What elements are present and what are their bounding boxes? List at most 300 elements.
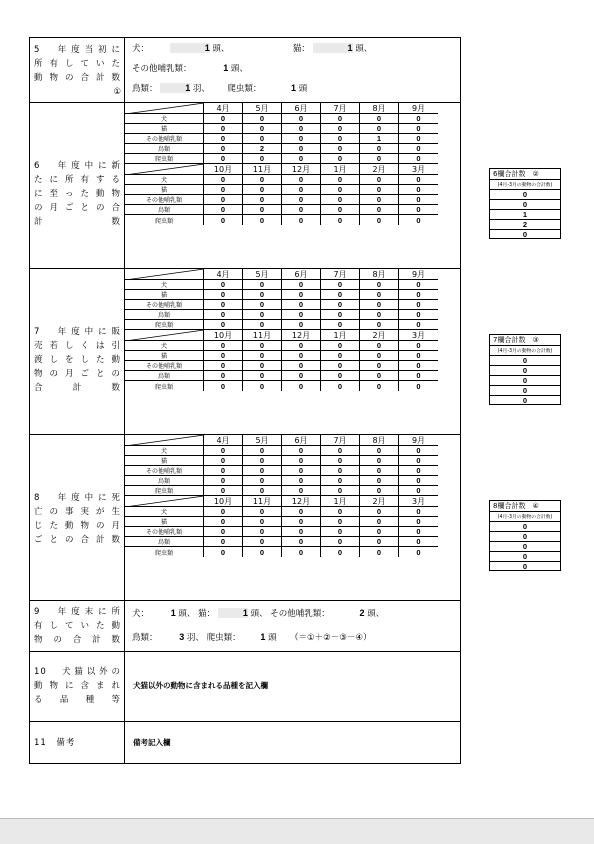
month-count-cell[interactable]: 0 — [204, 527, 243, 536]
table-row — [125, 341, 438, 351]
month-count-cell[interactable]: 0 — [416, 517, 421, 526]
month-count-cell[interactable]: 0 — [360, 361, 399, 370]
month-count-cell[interactable]: 0 — [282, 486, 321, 495]
month-header: 5月 — [243, 103, 282, 113]
month-count-cell[interactable]: 0 — [416, 456, 421, 465]
month-count-cell[interactable]: 0 — [243, 154, 282, 163]
section-7 — [30, 269, 553, 435]
month-count-cell[interactable]: 0 — [321, 507, 360, 516]
month-count-cell[interactable]: 0 — [243, 381, 282, 391]
total-value-cell[interactable]: 2 — [489, 219, 561, 229]
month-count-cell[interactable]: 0 — [416, 486, 421, 495]
total-value-cell[interactable]: 0 — [489, 385, 561, 395]
month-count-cell[interactable]: 0 — [416, 195, 421, 204]
month-count-cell[interactable]: 0 — [321, 537, 360, 546]
month-count-cell[interactable]: 0 — [360, 154, 399, 163]
total-value-cell[interactable]: 0 — [489, 375, 561, 385]
month-count-cell[interactable]: 0 — [282, 195, 321, 204]
month-count-cell[interactable]: 0 — [416, 310, 421, 319]
month-count-cell[interactable]: 0 — [360, 537, 399, 546]
month-count-cell[interactable]: 0 — [243, 476, 282, 485]
month-count-cell[interactable]: 0 — [321, 144, 360, 153]
month-count-cell[interactable]: 0 — [321, 517, 360, 526]
month-count-cell[interactable]: 0 — [282, 381, 321, 391]
month-count-cell[interactable]: 0 — [416, 215, 421, 225]
month-count-cell[interactable]: 0 — [360, 456, 399, 465]
month-count-cell[interactable]: 0 — [282, 205, 321, 214]
month-header-row — [125, 164, 438, 175]
month-count-cell[interactable]: 0 — [243, 517, 282, 526]
month-count-cell[interactable]: 0 — [416, 290, 421, 299]
month-count-cell[interactable]: 0 — [416, 154, 421, 163]
cat-label: 猫： — [292, 44, 310, 54]
month-count-cell[interactable]: 0 — [204, 205, 243, 214]
month-count-cell[interactable]: 0 — [204, 486, 243, 495]
total-value-cell[interactable]: 0 — [489, 551, 561, 561]
month-count-cell[interactable]: 0 — [321, 310, 360, 319]
month-count-cell[interactable]: 0 — [321, 154, 360, 163]
month-count-cell[interactable]: 0 — [416, 205, 421, 214]
viewer-footer-bar — [0, 818, 594, 844]
animal-label: 鳥類 — [125, 537, 204, 546]
label-line: 動物に含まれ — [34, 681, 121, 691]
month-count-cell[interactable]: 0 — [282, 547, 321, 557]
table-row — [125, 486, 438, 496]
total-value-cell[interactable]: 0 — [489, 541, 561, 551]
label-line: 亡の事実が生 — [34, 507, 121, 517]
label-line: 物の月ごとの — [34, 369, 121, 379]
month-header: 7月 — [321, 435, 360, 445]
month-count-cell[interactable]: 0 — [360, 507, 399, 516]
animal-label: 犬 — [125, 114, 204, 123]
month-count-cell[interactable]: 0 — [243, 537, 282, 546]
month-count-cell[interactable]: 0 — [204, 144, 243, 153]
month-count-cell[interactable]: 0 — [204, 446, 243, 455]
month-count-cell[interactable]: 0 — [204, 290, 243, 299]
s9-line-2 — [132, 631, 371, 643]
month-count-cell[interactable]: 0 — [282, 466, 321, 475]
month-count-cell[interactable]: 0 — [243, 320, 282, 329]
mammal-value: 2 — [359, 608, 365, 618]
month-count-cell[interactable]: 0 — [282, 351, 321, 360]
month-count-cell[interactable]: 0 — [321, 175, 360, 184]
cat-unit: 頭、 — [355, 44, 373, 54]
mammal-value: 1 — [223, 63, 229, 73]
month-header: 11月 — [243, 496, 282, 506]
month-count-cell[interactable]: 0 — [360, 341, 399, 350]
month-count-cell[interactable]: 0 — [321, 381, 360, 391]
month-count-cell[interactable]: 0 — [360, 466, 399, 475]
month-count-cell[interactable]: 0 — [243, 507, 282, 516]
month-header: 6月 — [282, 435, 321, 445]
month-count-cell[interactable]: 0 — [416, 547, 421, 557]
table-row — [125, 456, 438, 466]
animal-label: 鳥類 — [125, 205, 204, 214]
month-count-cell[interactable]: 0 — [321, 351, 360, 360]
s5-line-2 — [132, 62, 248, 74]
animal-label: その他哺乳類 — [125, 361, 204, 370]
month-count-cell[interactable]: 0 — [321, 290, 360, 299]
month-count-cell[interactable]: 0 — [360, 527, 399, 536]
total-box — [489, 334, 561, 405]
month-count-cell[interactable]: 0 — [360, 446, 399, 455]
month-count-cell[interactable]: 0 — [321, 341, 360, 350]
month-count-cell[interactable]: 0 — [282, 300, 321, 309]
section-6 — [30, 103, 553, 269]
month-count-cell[interactable]: 0 — [282, 476, 321, 485]
total-value-cell[interactable]: 0 — [489, 561, 561, 571]
month-count-cell[interactable]: 0 — [416, 134, 421, 143]
month-count-cell[interactable]: 0 — [321, 114, 360, 123]
month-count-cell[interactable]: 0 — [416, 144, 421, 153]
month-count-cell[interactable]: 0 — [416, 466, 421, 475]
month-count-cell[interactable]: 0 — [321, 205, 360, 214]
cat-value: 1 — [218, 608, 248, 618]
month-count-cell[interactable]: 0 — [416, 280, 421, 289]
month-count-cell[interactable]: 0 — [282, 114, 321, 123]
month-count-cell[interactable]: 0 — [416, 114, 421, 123]
month-count-cell[interactable]: 0 — [282, 341, 321, 350]
animal-label: その他哺乳類 — [125, 134, 204, 143]
month-count-cell[interactable]: 0 — [416, 446, 421, 455]
breed-note[interactable]: 犬猫以外の動物に含まれる品種を記入欄 — [133, 681, 268, 690]
month-count-cell[interactable]: 0 — [282, 527, 321, 536]
month-count-cell[interactable]: 0 — [243, 351, 282, 360]
diagonal-corner-cell — [125, 330, 204, 340]
month-count-cell[interactable]: 0 — [204, 507, 243, 516]
month-count-cell[interactable]: 0 — [360, 547, 399, 557]
total-sublabel: (4月-3月の動物の合計数) — [489, 179, 561, 189]
total-value-cell[interactable]: 0 — [489, 521, 561, 531]
month-count-cell[interactable]: 0 — [204, 195, 243, 204]
month-count-cell[interactable]: 0 — [360, 144, 399, 153]
month-header: 10月 — [204, 164, 243, 174]
month-count-cell[interactable]: 0 — [416, 361, 421, 370]
month-count-cell[interactable]: 0 — [321, 361, 360, 370]
total-value-cell[interactable]: 0 — [489, 395, 561, 405]
section-9-label — [34, 605, 121, 647]
month-header: 4月 — [204, 269, 243, 279]
label-line: 6 年度中に新 — [34, 161, 121, 171]
dog-label: 犬： — [132, 44, 150, 54]
reptile-value: 1 — [260, 632, 266, 642]
month-count-cell[interactable]: 0 — [416, 351, 421, 360]
table-row — [125, 280, 438, 290]
total-value-cell[interactable]: 0 — [489, 229, 561, 239]
month-count-cell[interactable]: 0 — [416, 185, 421, 194]
month-count-cell[interactable]: 0 — [204, 547, 243, 557]
bird-unit: 羽、 — [192, 84, 210, 94]
month-count-cell[interactable]: 0 — [360, 310, 399, 319]
month-count-cell[interactable]: 0 — [204, 517, 243, 526]
month-count-cell[interactable]: 0 — [321, 300, 360, 309]
month-count-cell[interactable]: 0 — [321, 527, 360, 536]
month-count-cell[interactable]: 0 — [243, 114, 282, 123]
label-line: たに所有する — [34, 175, 121, 185]
section-8-label-cell — [30, 435, 125, 600]
reptile-label: 爬虫類： — [227, 84, 262, 94]
label-line: 10 犬猫以外の — [34, 667, 121, 677]
month-count-cell[interactable]: 0 — [282, 507, 321, 516]
month-count-cell[interactable]: 0 — [204, 215, 243, 225]
month-count-cell[interactable]: 0 — [282, 456, 321, 465]
month-count-cell[interactable]: 0 — [360, 195, 399, 204]
month-count-cell[interactable]: 0 — [282, 175, 321, 184]
cat-value: 1 — [313, 43, 353, 53]
reptile-value: 1 — [291, 83, 297, 93]
month-header: 10月 — [204, 330, 243, 340]
month-count-cell[interactable]: 0 — [204, 310, 243, 319]
table-row — [125, 175, 438, 185]
month-count-cell[interactable]: 0 — [360, 114, 399, 123]
month-count-cell[interactable]: 0 — [243, 124, 282, 133]
animal-label: 猫 — [125, 290, 204, 299]
month-count-cell[interactable]: 0 — [243, 134, 282, 143]
month-count-cell[interactable]: 0 — [243, 341, 282, 350]
monthly-grid — [125, 269, 438, 391]
month-count-cell[interactable]: 0 — [321, 185, 360, 194]
bird-label: 鳥類： — [132, 633, 158, 643]
month-count-cell[interactable]: 0 — [321, 195, 360, 204]
month-count-cell[interactable]: 0 — [204, 371, 243, 380]
month-header: 8月 — [360, 269, 399, 279]
total-value-cell[interactable]: 0 — [489, 531, 561, 541]
month-header: 3月 — [411, 330, 426, 340]
reptile-unit: 頭 — [298, 84, 308, 94]
month-count-cell[interactable]: 0 — [282, 185, 321, 194]
month-count-cell[interactable]: 0 — [243, 280, 282, 289]
month-count-cell[interactable]: 0 — [204, 456, 243, 465]
month-count-cell[interactable]: 0 — [282, 537, 321, 546]
total-value-cell[interactable]: 0 — [489, 365, 561, 375]
month-header: 10月 — [204, 496, 243, 506]
month-count-cell[interactable]: 0 — [243, 195, 282, 204]
month-count-cell[interactable]: 0 — [321, 466, 360, 475]
month-count-cell[interactable]: 0 — [360, 517, 399, 526]
table-row — [125, 446, 438, 456]
section-7-label — [34, 325, 121, 395]
month-count-cell[interactable]: 0 — [360, 290, 399, 299]
animal-label: 爬虫類 — [125, 381, 204, 391]
section-11-label: 11 備考 — [34, 738, 76, 748]
bird-value: 1 — [160, 83, 190, 93]
label-number: ① — [113, 87, 121, 97]
month-count-cell[interactable]: 1 — [360, 134, 399, 143]
month-count-cell[interactable]: 0 — [416, 300, 421, 309]
month-count-cell[interactable]: 0 — [282, 517, 321, 526]
month-header: 7月 — [321, 269, 360, 279]
month-count-cell[interactable]: 0 — [204, 154, 243, 163]
month-count-cell[interactable]: 0 — [282, 320, 321, 329]
month-count-cell[interactable]: 0 — [416, 124, 421, 133]
month-count-cell[interactable]: 0 — [416, 527, 421, 536]
month-count-cell[interactable]: 0 — [243, 527, 282, 536]
month-count-cell[interactable]: 0 — [360, 320, 399, 329]
month-count-cell[interactable]: 0 — [204, 124, 243, 133]
month-count-cell[interactable]: 0 — [416, 476, 421, 485]
month-count-cell[interactable]: 0 — [321, 547, 360, 557]
month-count-cell[interactable]: 0 — [282, 280, 321, 289]
month-count-cell[interactable]: 0 — [282, 310, 321, 319]
table-row — [125, 527, 438, 537]
month-count-cell[interactable]: 0 — [321, 456, 360, 465]
month-count-cell[interactable]: 0 — [243, 215, 282, 225]
month-count-cell[interactable]: 0 — [204, 341, 243, 350]
month-count-cell[interactable]: 0 — [204, 134, 243, 143]
month-count-cell[interactable]: 0 — [204, 537, 243, 546]
month-header: 1月 — [321, 164, 360, 174]
month-count-cell[interactable]: 0 — [416, 537, 421, 546]
month-count-cell[interactable]: 0 — [282, 371, 321, 380]
month-header: 11月 — [243, 330, 282, 340]
month-count-cell[interactable]: 0 — [243, 371, 282, 380]
month-count-cell[interactable]: 0 — [360, 476, 399, 485]
animal-label: 爬虫類 — [125, 215, 204, 225]
month-count-cell[interactable]: 0 — [243, 310, 282, 319]
table-row — [125, 144, 438, 154]
month-header: 4月 — [204, 435, 243, 445]
month-count-cell[interactable]: 0 — [360, 486, 399, 495]
month-count-cell[interactable]: 0 — [282, 215, 321, 225]
month-count-cell[interactable]: 0 — [243, 205, 282, 214]
month-header: 2月 — [360, 330, 399, 340]
bird-label: 鳥類： — [132, 84, 158, 94]
month-count-cell[interactable]: 0 — [282, 134, 321, 143]
month-header: 7月 — [321, 103, 360, 113]
month-count-cell[interactable]: 0 — [360, 280, 399, 289]
month-count-cell[interactable]: 0 — [243, 290, 282, 299]
total-label: 7欄合計数 ③ — [489, 334, 561, 345]
month-count-cell[interactable]: 0 — [204, 351, 243, 360]
month-count-cell[interactable]: 0 — [243, 446, 282, 455]
total-box — [489, 168, 561, 239]
total-value-cell[interactable]: 1 — [489, 209, 561, 219]
month-count-cell[interactable]: 0 — [360, 124, 399, 133]
month-count-cell[interactable]: 0 — [243, 175, 282, 184]
month-count-cell[interactable]: 0 — [243, 456, 282, 465]
section-11 — [30, 722, 460, 764]
animal-label: 爬虫類 — [125, 486, 204, 495]
animal-label: 犬 — [125, 446, 204, 455]
month-count-cell[interactable]: 0 — [321, 215, 360, 225]
month-count-cell[interactable]: 0 — [416, 320, 421, 329]
month-count-cell[interactable]: 0 — [360, 205, 399, 214]
reptile-label: 爬虫類： — [206, 633, 241, 643]
month-count-cell[interactable]: 0 — [243, 466, 282, 475]
label-line: 所有していた — [34, 59, 121, 69]
table-row — [125, 466, 438, 476]
month-header: 3月 — [411, 164, 426, 174]
month-count-cell[interactable]: 0 — [360, 300, 399, 309]
month-count-cell[interactable]: 2 — [243, 144, 282, 153]
animal-label: 爬虫類 — [125, 547, 204, 557]
reptile-unit: 頭 — [268, 633, 277, 643]
label-line: 計数 — [34, 217, 121, 227]
table-row — [125, 290, 438, 300]
cat-unit: 頭、 — [250, 609, 268, 619]
label-line: 物の合計数 — [34, 635, 121, 645]
month-header-row — [125, 103, 438, 114]
month-count-cell[interactable]: 0 — [204, 185, 243, 194]
month-header: 5月 — [243, 269, 282, 279]
month-count-cell[interactable]: 0 — [282, 361, 321, 370]
month-count-cell[interactable]: 0 — [321, 320, 360, 329]
month-count-cell[interactable]: 0 — [282, 124, 321, 133]
month-count-cell[interactable]: 0 — [204, 476, 243, 485]
table-row — [125, 371, 438, 381]
dog-value: 1 — [170, 43, 210, 53]
total-sublabel: (4月-3月の動物の合計数) — [489, 345, 561, 355]
month-count-cell[interactable]: 0 — [243, 547, 282, 557]
diagonal-corner-cell — [125, 269, 204, 279]
month-count-cell[interactable]: 0 — [416, 381, 421, 391]
month-count-cell[interactable]: 0 — [360, 215, 399, 225]
month-count-cell[interactable]: 0 — [321, 280, 360, 289]
table-row — [125, 134, 438, 144]
month-count-cell[interactable]: 0 — [204, 381, 243, 391]
table-row — [125, 507, 438, 517]
month-count-cell[interactable]: 0 — [243, 300, 282, 309]
month-count-cell[interactable]: 0 — [204, 175, 243, 184]
month-count-cell[interactable]: 0 — [204, 361, 243, 370]
month-count-cell[interactable]: 0 — [321, 486, 360, 495]
month-count-cell[interactable]: 0 — [416, 341, 421, 350]
remarks-note[interactable]: 備考記入欄 — [133, 738, 171, 747]
total-label: 6欄合計数 ② — [489, 168, 561, 179]
month-count-cell[interactable]: 0 — [321, 371, 360, 380]
animal-label: 爬虫類 — [125, 320, 204, 329]
total-value-cell[interactable]: 0 — [489, 199, 561, 209]
month-count-cell[interactable]: 0 — [321, 446, 360, 455]
month-count-cell[interactable]: 0 — [243, 486, 282, 495]
month-count-cell[interactable]: 0 — [321, 476, 360, 485]
month-count-cell[interactable]: 0 — [204, 466, 243, 475]
month-count-cell[interactable]: 0 — [204, 300, 243, 309]
month-count-cell[interactable]: 0 — [416, 507, 421, 516]
animal-label: 犬 — [125, 175, 204, 184]
month-count-cell[interactable]: 0 — [416, 175, 421, 184]
month-count-cell[interactable]: 0 — [360, 381, 399, 391]
month-count-cell[interactable]: 0 — [282, 154, 321, 163]
section-5-label — [34, 43, 121, 99]
animal-label: 猫 — [125, 456, 204, 465]
month-count-cell[interactable]: 0 — [416, 371, 421, 380]
mammal-unit: 頭、 — [367, 609, 385, 619]
month-count-cell[interactable]: 0 — [360, 371, 399, 380]
total-value-cell[interactable]: 0 — [489, 189, 561, 199]
total-value-cell[interactable]: 0 — [489, 355, 561, 365]
total-box — [489, 500, 561, 571]
month-count-cell[interactable]: 0 — [360, 175, 399, 184]
month-count-cell[interactable]: 0 — [360, 351, 399, 360]
month-count-cell[interactable]: 0 — [243, 185, 282, 194]
month-count-cell[interactable]: 0 — [282, 446, 321, 455]
diagonal-corner-cell — [125, 103, 204, 113]
month-count-cell[interactable]: 0 — [360, 185, 399, 194]
section-7-label-cell — [30, 269, 125, 434]
s5-line-1 — [132, 42, 372, 54]
month-count-cell[interactable]: 0 — [282, 290, 321, 299]
month-count-cell[interactable]: 0 — [321, 124, 360, 133]
month-count-cell[interactable]: 0 — [204, 280, 243, 289]
table-row — [125, 476, 438, 486]
month-count-cell[interactable]: 0 — [321, 134, 360, 143]
month-header: 11月 — [243, 164, 282, 174]
month-count-cell[interactable]: 0 — [282, 144, 321, 153]
month-count-cell[interactable]: 0 — [243, 361, 282, 370]
month-count-cell[interactable]: 0 — [204, 114, 243, 123]
month-count-cell[interactable]: 0 — [204, 320, 243, 329]
